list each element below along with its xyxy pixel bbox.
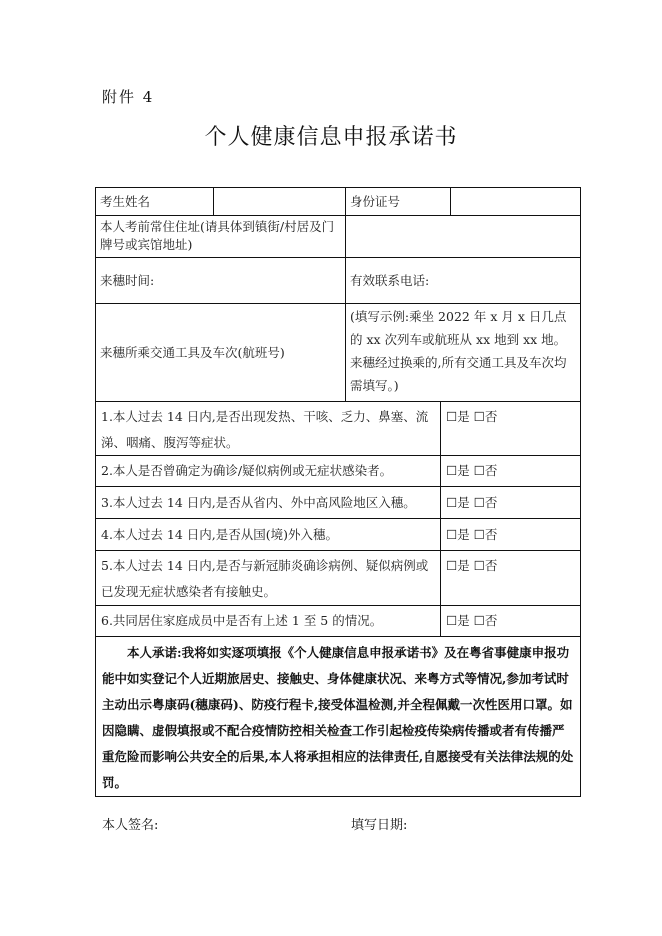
question-text: 3.本人过去 14 日内,是否从省内、外中高风险地区入穗。	[96, 487, 441, 519]
phone-label: 有效联系电话:	[346, 258, 580, 304]
promise-statement: 本人承诺:我将如实逐项填报《个人健康信息申报承诺书》及在粤省事健康申报功能中如实登记个人近期旅居史、接触史、身体健康状况、来粤方式等情况,参加考试时主动出示粤康码(穗康码)、防疫行程卡,接受体温检测,并全程佩戴一次性医用口罩。如因隐瞒、虚假填报或不配合疫情防控相关检查工作引起检疫传染病传播或者有传播严重危险而影响公共安全的后果,本人将承担相应的法律责任,自愿接受有关法律法规的处罚。	[95, 637, 581, 797]
name-label: 考生姓名	[96, 188, 214, 216]
question-options[interactable]: ☐是 ☐否	[441, 519, 580, 551]
question-text: 2.本人是否曾确定为确诊/疑似病例或无症状感染者。	[96, 456, 441, 487]
question-options[interactable]: ☐是 ☐否	[441, 487, 580, 519]
id-field[interactable]	[451, 188, 580, 216]
address-field[interactable]	[346, 216, 580, 258]
question-options[interactable]: ☐是 ☐否	[441, 402, 580, 456]
transport-label: 来穗所乘交通工具及车次(航班号)	[96, 304, 346, 401]
question-text: 6.共同居住家庭成员中是否有上述 1 至 5 的情况。	[96, 606, 441, 636]
question-text: 4.本人过去 14 日内,是否从国(境)外入穗。	[96, 519, 441, 551]
questions-table	[95, 401, 581, 637]
attachment-label: 附件 4	[102, 88, 155, 106]
question-options[interactable]: ☐是 ☐否	[441, 456, 580, 487]
document-title: 个人健康信息申报承诺书	[204, 125, 458, 150]
date-label: 填写日期:	[351, 818, 408, 833]
arrival-time-label: 来穗时间:	[96, 258, 346, 304]
signature-label: 本人签名:	[102, 818, 159, 833]
question-options[interactable]: ☐是 ☐否	[446, 613, 498, 628]
question-options[interactable]: ☐是 ☐否	[441, 551, 580, 606]
transport-hint: (填写示例:乘坐 2022 年 x 月 x 日几点的 xx 次列车或航班从 xx 地到 xx 地。来穗经过换乘的,所有交通工具及车次均需填写。)	[350, 309, 567, 393]
info-table	[95, 187, 581, 402]
id-label: 身份证号	[346, 188, 451, 216]
question-text: 1.本人过去 14 日内,是否出现发热、干咳、乏力、鼻塞、流涕、咽痛、腹泻等症状。	[96, 402, 441, 456]
address-label: 本人考前常住住址(请具体到镇街/村居及门牌号或宾馆地址)	[96, 216, 346, 258]
question-text: 5.本人过去 14 日内,是否与新冠肺炎确诊病例、疑似病例或已发现无症状感染者有接触史。	[96, 551, 441, 606]
name-field[interactable]	[214, 188, 346, 216]
